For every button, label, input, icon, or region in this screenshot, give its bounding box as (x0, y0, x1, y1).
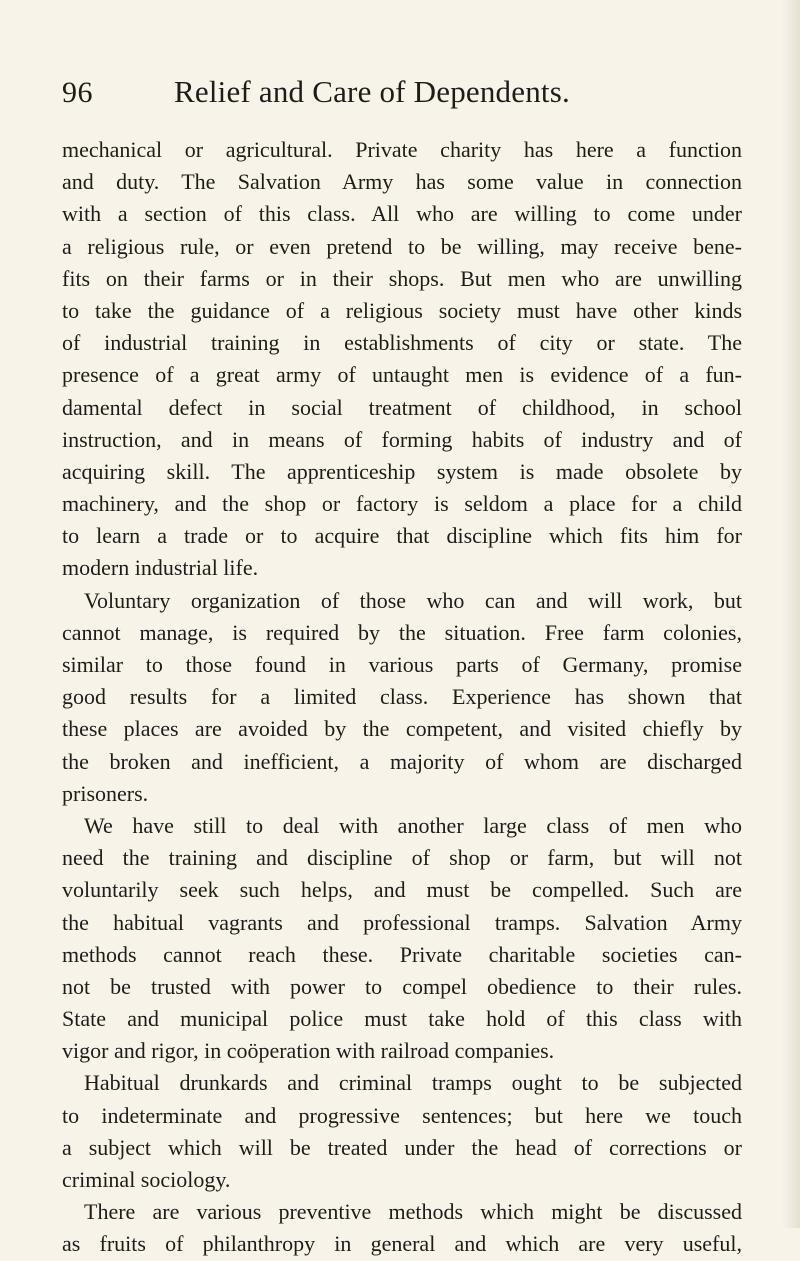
text-line: a subject which will be treated under the head of corrections or (62, 1134, 742, 1160)
text-line: machinery, and the shop or factory is seldom a place for a child (62, 491, 742, 517)
text-line: and duty. The Salvation Army has some value in connection (62, 169, 742, 195)
text-line: these places are avoided by the competent, and visited chiefly by (62, 716, 742, 742)
text-line: the habitual vagrants and professional tramps. Salvation Army (62, 909, 742, 935)
text-line: modern industrial life. (62, 555, 259, 581)
text-line: voluntarily seek such helps, and must be compelled. Such are (62, 877, 742, 903)
text-line: to indeterminate and progressive sentences; but here we touch (62, 1102, 742, 1128)
text-line: good results for a limited class. Experience has shown that (62, 684, 742, 710)
text-line: a religious rule, or even pretend to be willing, may receive bene- (62, 233, 742, 259)
text-line: Habitual drunkards and criminal tramps ought to be subjected (84, 1070, 742, 1096)
text-line: presence of a great army of untaught men is evidence of a fun- (62, 362, 742, 388)
page-edge-shadow (782, 0, 800, 1228)
text-line: prisoners. (62, 780, 149, 806)
text-line: vigor and rigor, in coöperation with railroad companies. (62, 1038, 555, 1064)
text-line: to take the guidance of a religious society must have other kinds (62, 297, 742, 323)
text-line: not be trusted with power to compel obedience to their rules. (62, 973, 742, 999)
text-line: There are various preventive methods which might be discussed (84, 1199, 742, 1225)
book-page (62, 74, 742, 1261)
text-line: need the training and discipline of shop or farm, but will not (62, 845, 742, 871)
text-line: with a section of this class. All who are willing to come under (62, 201, 742, 227)
text-line: of industrial training in establishments of city or state. The (62, 330, 742, 356)
text-line: as fruits of philanthropy in general and which are very useful, (62, 1231, 742, 1257)
text-line: mechanical or agricultural. Private charity has here a function (62, 137, 742, 162)
running-head (62, 74, 742, 120)
text-line: instruction, and in means of forming habits of industry and of (62, 426, 742, 452)
chapter-title: Relief and Care of Dependents. (174, 74, 570, 109)
text-line: criminal sociology. (62, 1167, 231, 1192)
text-line: to learn a trade or to acquire that discipline which fits him for (62, 523, 742, 549)
text-line: We have still to deal with another large class of men who (84, 812, 742, 838)
text-line: fits on their farms or in their shops. But men who are unwilling (62, 265, 742, 291)
text-line: methods cannot reach these. Private charitable societies can- (62, 941, 742, 967)
text-line: the broken and inefficient, a majority of whom are discharged (62, 748, 742, 774)
text-line: damental defect in social treatment of childhood, in school (62, 394, 742, 420)
text-line: acquiring skill. The apprenticeship system is made obsolete by (62, 458, 742, 484)
text-line: cannot manage, is required by the situation. Free farm colonies, (62, 619, 742, 645)
page-number: 96 (62, 76, 93, 109)
text-line: State and municipal police must take hold of this class with (62, 1006, 742, 1032)
text-line: Voluntary organization of those who can and will work, but (84, 587, 742, 613)
page-body-text (62, 134, 742, 1261)
text-line: similar to those found in various parts of Germany, promise (62, 652, 742, 677)
